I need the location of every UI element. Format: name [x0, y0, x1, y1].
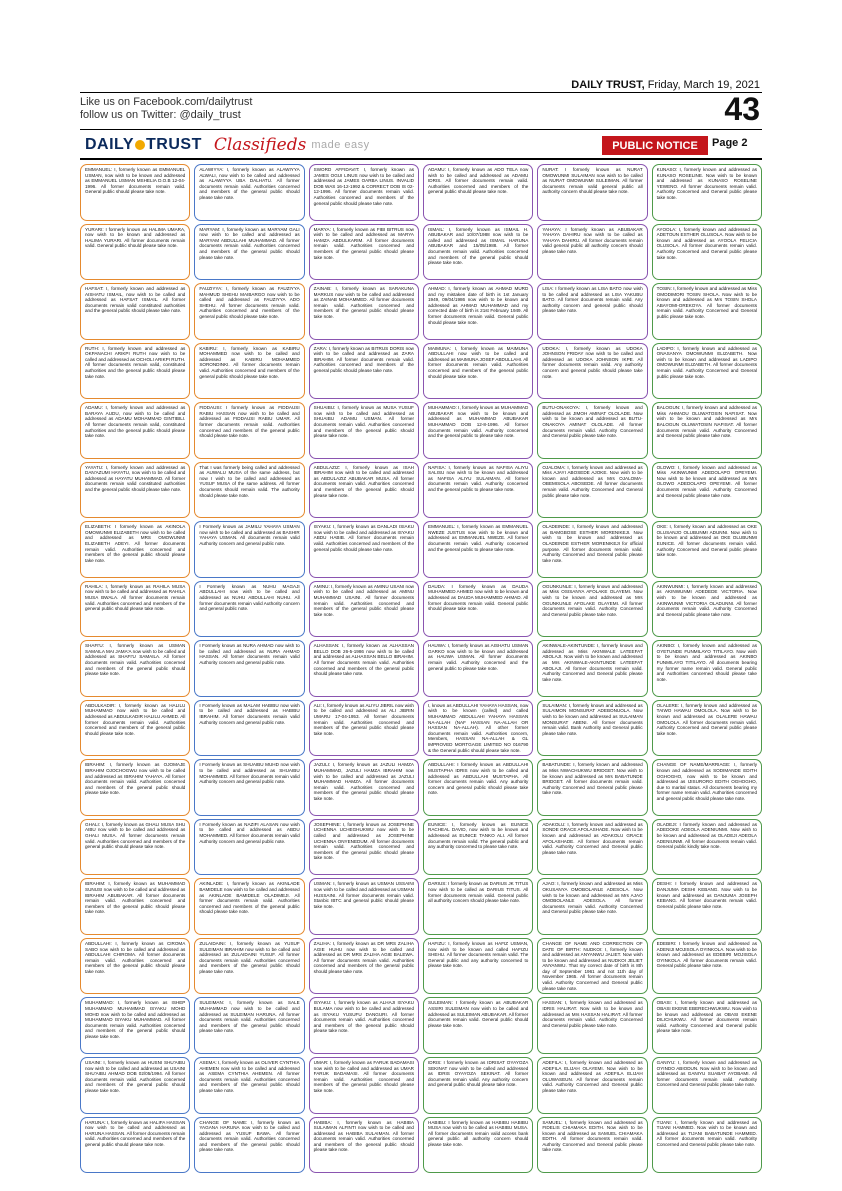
notice-box: BALOGUN: I, formerly known and addressed as Miss AHMADU OLUWATOSIN NAFISAT. Now wish to be known and addressed as Mrs BALOGUN OLUWATOSIN NAFISAT. All former documents remain valid. Authority Concerned and General public please take note. — [652, 402, 762, 459]
public-notice-banner: PUBLIC NOTICE — [602, 136, 708, 155]
notice-box: ALHASSAN: I, formerly known as ALHASSAN BELLO DOB 26-5-1986 now wish to be called and addressed as ALHASSAN BELLO IBRAHIM. All former documents remain valid. Authorities concerned and members of the general public should please take note. — [309, 640, 419, 697]
notice-box: NURAT: I formerly known as NURAT OMOWUNMI SULAIMAN now wish to be called as NURAT OMOWUNMI SULEIMAN. All former documents remain valid general public all authority concern should please take note. — [537, 164, 647, 221]
notice-box: ABDULLAHI: I, formerly known as CIROMA SABO now wish to be called and addressed as ABDULLAHI CHIROMA. All former documents remain valid. Authorities concerned and members of the general public should please take note. — [80, 938, 190, 995]
notice-box: IDRIS: I formerly known as IDRISAT OYAYOZA SEKINAT now wish to be called and addressed as IDRIS OYAYOZA SEKINAT. All former documents remain valid. Any authority concern and general public should please take note. — [423, 1057, 533, 1114]
notice-box: UDOKA: I, formerly known as UDOKA JOHNSON FRIDAY now wish to be called and addressed as UDOKA JOHNSON IKPE. All former documents remain valid. Any authority concern and general public should please take note. — [537, 343, 647, 400]
notice-box: JAZULI: I, formerly known as JAZULI HAMZA MUHAMMAD, JAZULI HAMZA IBRAHIM now wish to be called and addressed as JAZULI MUHAMMAD HAMZA. All former documents remain valid. Authorities concerned and members of the general public should please take note. — [309, 759, 419, 816]
notice-box: EUNICE: I, formerly known as EUNICE RACHEAL DAVID, now wish to be known and addressed as EUNICE TANKO ALI. All former documents remain valid. The general public and any authority concerned to please take note. — [423, 819, 533, 876]
notice-box: MAIMUNA: I, formerly known as MAIMUNA ABDULLAHI now wish to be called and addressed as MAIMUNA JOSEF ABDULLAHI. All former documents remain valid. Authorities concerned and members of the general public should please take note. — [423, 343, 533, 400]
notice-box: BUTU-ONAKOYA: I, formerly known and addressed as JIMOH AMINAT OLOLADE. Now wish to be known and addressed as BUTU-ONAKOYA AMINAT OLOLADE. All former documents remain valid. Authority Concerned and General public please take note. — [537, 402, 647, 459]
notice-box: I, known as ABDULLAHI YAHAYA HASSAN, now wish to be known (called) and called MUHAMMAD ABDULLAHI YAHAYA HASSAN NA-ALLAH (NAF HASSAN NA-ALLAH OR HASSAN NA-ALLAH). All other former documents remain valid. Authorities concern, Members, HASSAN NA-ALLAH & GL IMPROVED MORTGAGE LIMITED NO 016790 & the General public should please take note. — [423, 700, 533, 757]
notice-box: ADEFILA: I, formerly known and addressed as ADEFILA ELIJAH OLAYEMI. Now wish to be known and addressed as ADEFILA ELIJAH OLUWASEUN. All former documents remain valid. Authority Concerned and General public please take note. — [537, 1057, 647, 1114]
notice-box: ZULAIDAINI: I, formerly known as YUSUF SULEIMAN IBRAHIM now wish to be called and addressed as ZULAIDAINI YUSUF. All former documents remain valid. Authorities concerned and members of the general public should please take note. — [194, 938, 304, 995]
notice-box: USMAN: I, formerly known as USMAN USSAINI now wish to be called and addressed as USMAN HUSSAINI. All former documents remain valid. Stanbic IBTC and general public should please take note. — [309, 878, 419, 935]
notice-box: DESHI: I formerly known and addressed as DANJUMA DESHI KEBANG. Now wish to be known and addressed as DANJUMA JOSEPH KEBANG. All former documents remain valid. General public please take note. — [652, 878, 762, 935]
notice-box: DAUDA: I formerly known as DAUDA MUHAMMED AHMED now wish to be known and addressed as DAUDA MUHAMMED AHMAD. All former documents remain valid. General public should please take note. — [423, 581, 533, 638]
notice-box: SULEIMAN: I, formerly known as SALE MUHAMMAD now wish to be called and addressed as SULEIMAN HARUNA. All former documents remain valid. Authorities concerned and members of the general public should please take note. — [194, 997, 304, 1054]
notice-box: ABDULAZIZ: I, formerly known as ISAH IBRAHIM now wish to be called and addressed as ABDULAZIZ ABUBAKAR MUSA. All former documents remain valid. Authorities concerned and members of the general public should please take note. — [309, 462, 419, 519]
notice-box: AJAO: I, formerly known and addressed as Miss OKUSANYA OMOBOLANLE ADESOLA. Now wish to be known and addressed as Mrs AJAO OMOBOLANLE ADESOLA. All former documents remain valid. Authority Concerned and General public please take note. — [537, 878, 647, 935]
notice-box: I Formerly known as MALAM HABIBU now wish to be called and addressed as HABIBU IBRAHIM. All former documents remain valid Authority concern and general public note. — [194, 700, 304, 757]
notice-box: I Formerly known as NURA AHMAD now wish to be called and addressed as NURA AHMAD HASSAN. All former documents remain valid Authority concern and general public note. — [194, 640, 304, 697]
date-text: Friday, March 19, 2021 — [647, 79, 760, 91]
notice-box: GANIYU: I, formerly known and addressed as OYINDO ABIODUN. Now wish to be known and addressed as GANIYU SUABAT AYOBAMI. All former documents remain valid. Authority Concerned and General public please take note. — [652, 1057, 762, 1114]
notice-box: EMMANUEL: I, formerly known as EMMANUEL NWEZE JUSTUS now wish to be known and addressed as EMMANUEL NWEZE. All former documents remain valid. Authority concerned and the general public to please take note. — [423, 521, 533, 578]
notice-box: ABDULLAHI: I formerly known as ABDULLAHI MUSTAPHA IDRIS now wish to be called and addressed as ABDULLAHI MUSTAPHA. All former documents remain valid. Any authority concern and general public should please take note. — [423, 759, 533, 816]
notice-box: YURARI: I formerly known as HALIMA UMARA, now wish to be known and addressed as HALIMA YURARI. All former documents remain valid. General public should please take note. — [80, 224, 190, 281]
masthead — [85, 134, 370, 156]
notice-box: DARIUS: I formerly known as DARIUS JK TITUS now wish to be called as DARIUS TITUS. All former documents remain valid. General public all authority concern should please take note. — [423, 878, 533, 935]
notice-box: ADAMU: I, formerly known as ADO TELA now wish to be called and addressed as ADAMU IDRIS. All former documents remain valid. Authorities concerned and members of the general public should please take note. — [423, 164, 533, 221]
notice-box: HABIBA: I, formerly known as HABIBA SULAIMAN ALFINTI now wish to be called and addressed as HABIBA SULAIMAN. All former documents remain valid. Authorities concerned and members of the general public should please take note. — [309, 1117, 419, 1174]
notice-box: ALI: I, formerly known as ALIYU JIBRIL now wish to be called and addressed as ALI JIBRIN UMARU 17-04-1953. All former documents remain valid. Authorities concerned and members of the general public should please take note. — [309, 700, 419, 757]
notice-box: ADAMU: I, formerly known and addressed as BARAYA AUDU, now wish to be called and addressed as ADAMU MOHAMMAD GINTIBILI. All former documents remain valid, constituted authorities and the general public should please take note. — [80, 402, 190, 459]
notice-box: ISYAKU: I, formerly known as ALHAJI ISYAKU BULAMA now wish to be called and addressed as ISYAKU YUSUFU DANGURI. All former documents remain valid. Authorities concerned and members of the general public should please take note. — [309, 997, 419, 1054]
notice-box: AKINWALE-AKINTUNDE: I, formerly known and addressed as Miss AKINWALE LATEEFAT ABOLAJI. Now wish to be known and addressed as Mrs AKINWALE-AKINTUNDE LATEEFAT ABOLAJI. All former documents remain valid. Authority Concerned and General public please take note. — [537, 640, 647, 697]
notice-box: AYOOLA: I, formerly known and addressed as ADETOUN ESTHER OLUSOLA. Now wish to be known and addressed as AYOOLA FELICIA OLUSOLA. All former documents remain valid. Authority Concerned and General public please take note. — [652, 224, 762, 281]
notice-box: SHAFI'U: I, formerly known as USMAN SAMAILA MAI JAMA'A now wish to be called and addressed as SHAFI'U SAMAILA. All former documents remain valid. Authorities concerned and members of the general public should please take note. — [80, 640, 190, 697]
social-links — [80, 96, 252, 122]
notice-box: FAUZIYYA: I, formerly known as FAUZIYYA MAHMUD SHEHU MAIBARGO now wish to be called and addressed as FAUZIYYA ADO SHEHU. All former documents remain valid. Authorities concerned and members of the general public should please take note. — [194, 283, 304, 340]
notice-box: MUHAMMAD: I, formerly known as MUHAMMAD ABUBAKAR now wish to be known and addressed as MUHAMMAD ABUBAKAR MUHAMMAD DOB 12-8-1996. All former documents remain valid. Authority concerned and the general public to please take note. — [423, 402, 533, 459]
notice-box: ZAINAB: I, formerly known as SARAKUNA MARKUS now wish to be called and addressed as ZAINAB MOHAMMED. All former documents remain valid. Authorities concerned and members of the general public should please take note. — [309, 283, 419, 340]
notice-box: I Formerly known as NUHU MAGAJI ABDULLAHI now wish to be called and addressed as NUHU ABDULLAHI NUHU. All former documents remain valid Authority concern and general public note. — [194, 581, 304, 638]
notice-box: YAYATU: I, formerly known and addressed as DAN'AZUMI HAYATU, now wish to be called and addressed as HAYATU MUHAMMAD. All former documents remain valid constituted authorities and the general public should please take note. — [80, 462, 190, 519]
notice-box: JOSEPHINE: I, formerly known as JOSEPHINE UCHENNA UCHEGHUKWU now wish to be called and addressed as JOSEPHINE UCHENNA ONYENEDUM. All former documents remain valid. Authorities concerned and members of the general public should please take note. — [309, 819, 419, 876]
notice-box: LADIPO: I, formerly known and addressed as ONASANYA OMOWUNMI ELIZABETH. Now wish to be known and addressed as LADIPO OMOWUNMI ELIZABETH. All former documents remain valid. Authority Concerned and General public please take note. — [652, 343, 762, 400]
notice-column-3 — [309, 164, 419, 1173]
notice-box: OLADEINDE: I, formerly known and addressed as BAMGBOSE ESTHER MORENIKEJI. Now wish to be known and addressed as OLADEINDE ESTHER MORENIKEJI for official purpose. All former documents remain valid. Authority Concerned and General public please take note. — [537, 521, 647, 578]
page-number: 43 — [724, 91, 760, 127]
twitter-line[interactable]: follow us on Twitter: @daily_trust — [80, 109, 241, 121]
notice-box: MUHAMMAD: I, formerly known as ISHEP MUHAMMAD MUHAMMAD ISYAKU MOHD MOHD now wish to be called and addressed as MUHAMMAD ISYAKU MUHAMMAD. All former documents remain valid. Authorities concerned and members of the general public should please take note. — [80, 997, 190, 1054]
notice-box: ISMAIL: I, formerly known as ISMAIL H. ABUBAKAR and 10/07/1988 now wish to be called and addressed as ISMAIL HARUNA ABUBAKAR and 15/05/1988. All former documents remain valid. Authorities concerned and members of the general public should please take note. — [423, 224, 533, 281]
notice-box: I Formerly known as SHUAIBU MUHD now wish to be called and addressed as SHUAIBU MOHAMMED. All former documents remain valid Authority concern and general public note. — [194, 759, 304, 816]
notice-box: AKINWUNMI: I, formerly known and addressed as AKINWUNMI ADEDEDE VICTORIA. Now wish to be known and addressed as AKINWUNMI VICTORIA OLADUNNI. All former documents remain valid. Authority Concerned and General public please take note. — [652, 581, 762, 638]
issue-date — [571, 79, 760, 91]
notice-box: LISA: I formerly known as LISA BATO now wish to be called and addressed as LISA YAKUBU BATO. All former documents remain valid. Any authority concern and general public should please take note. — [537, 283, 647, 340]
notice-box: HARUNA: I, formerly known as HALIFA HASSAN now wish to be called and addressed as HARUNA HASSAN. All former documents remain valid. Authorities concerned and members of the general public should please take note. — [80, 1117, 190, 1174]
facebook-line[interactable]: Like us on Facebook.com/dailytrust — [80, 96, 253, 108]
notice-box: BABATUNDE: I, formerly known and addressed as Miss NWACHUKWU BRIDGET. Now wish to be known and addressed as Mrs BABATUNDE BRIDGET. All former documents remain valid. Authority Concerned and General public please take note. — [537, 759, 647, 816]
notice-box: OLOWO: I, formerly known and addressed as Miss AKINWUNMI ADEDOLAPO OPEYEMI. Now wish to be known and addressed as Mrs OLOWO ADEDOLAPO OPEYEMI. All former documents remain valid. Authority Concerned and General public please take note. — [652, 462, 762, 519]
notice-box: AKINBO: I, formerly known and addressed as OYETUNDE FUNMILAYO TITILAYO. Now wish to be known and addressed as AKINBO FUNMILAYO TITILAYO. All documents bearing my former name remain valid. General public and Authorities concerned should please take note. — [652, 640, 762, 697]
notice-box: NAFISA: I, formerly known as NAFISA ALIYU SALISU now wish to be known and addressed as NAFISA ALIYU SULAIMAN. All former documents remain valid. Authority concerned and the general public to please take note. — [423, 462, 533, 519]
notice-box: HABIBU: I formerly known as HABIBU HABIBU MUSA now wish to be called as HABIBU MUSA. All former documents remain valid access bank general public all authority concern should please take note. — [423, 1117, 533, 1174]
notice-column-5 — [537, 164, 647, 1173]
notice-box: HASSAN: I, formerly known and addressed as IDRIS HALIRAT. Now wish to be known and addressed as Mrs HASSAN HALIRAT. All former documents remain valid. Authority Concerned and General public please take note. — [537, 997, 647, 1054]
notice-box: EDEBIRI: I formerly known and addressed as ADENIJI MOJISOLA OYINKOLA. Now wish to be known and addressed as EDEBIRI MOJISOLA OYINKOLA. All former documents remain valid. General public please take note. — [652, 938, 762, 995]
notice-box: GHALI: I, formerly known as GHALI MUSA SHU AIBU now wish to be called and addressed as GHALI MUSA. All former documents remain valid. Authorities concerned and members of the general public should please take note. — [80, 819, 190, 876]
daily-trust-logo — [85, 136, 202, 154]
notice-box: OLALERE: I, formerly known and addressed as TAIWO HAWAU OMOLOLA. Now wish to be known and addressed as OLALERE HAWAU OMOLOLA. All former documents remain valid. Authority Concerned and General public please take note. — [652, 700, 762, 757]
notice-box: ABDULKADIR: I, formerly known as HALILU MUHAMMAD now wish to be called and addressed as ABDULKADIR HALILU AHMED. All former documents remain valid. Authorities concerned and members of the general public should please take note. — [80, 700, 190, 757]
notice-box: TOSIN: I, formerly known and addressed as Miss OMODIMORI TOSIN SHOLA. Now wish to be known and addressed as Mrs TOSIN SHOLA ABAYOMI-OREKOYA. All former documents remain valid. Authority Concerned and General public please take note. — [652, 283, 762, 340]
notice-box: AMINU: I, formerly known as AMINU USANI now wish to be called and addressed as AMINU MUHAMMAD USAINI. All former documents remain valid. Authorities concerned and members of the general public should please take note. — [309, 581, 419, 638]
notice-box: ZARA: I, formerly known as BITRUS DORIS now wish to be called and addressed as ZARA IBRAHIM. All former documents remain valid. Authorities concerned and members of the general public should please take note. — [309, 343, 419, 400]
notice-box: CHANGE OF NAME AND CORRECTION OF DATE OF BIRTH: NUDKOI: I, formerly known and addressed as ANYANWU JALIET. Now wish to be known and addressed as NUDKOI JELIET ANYANWU. That my correct date of birth is 8th day of September 1961 and not 11th day of November 1965. All former documents remain valid. Authority Concerned and General public please take note. — [537, 938, 647, 995]
mid-rule — [80, 129, 762, 130]
section-page-label: Page 2 — [712, 137, 748, 149]
notice-column-6 — [652, 164, 762, 1173]
notice-box: HAUWA: I, formerly known as AISHATU USMAN GARKO now wish to be known and addressed as HAUWA USMAN. All former documents remain valid. Authority concerned and the general public to please take note. — [423, 640, 533, 697]
notice-box: EMMANUEL: I, formerly known as EMMANUEL USMAN, now wish to be known and addressed as EMMANUEL USMAN MSHELIA D.O.B 12-04-1996. All former documents remain valid. General public should please take note. — [80, 164, 190, 221]
notice-box: OGUNKUNLE: I, formerly known and addressed as Miss OSISANYA AFOLAKE OLAYEMI. Now wish to be known and addressed as Mrs OGUNKUNLE AFOLAKE OLAYEMI. All former documents remain valid. Authority Concerned and General public please take note. — [537, 581, 647, 638]
notice-box: CHANGE OF NAME: I, formerly known as YAGANA HARUNA now wish to be called and addressed as YUSUF BAWA. All former documents remain valid. Authorities concerned and members of the general public should please take note. — [194, 1117, 304, 1174]
notice-box: USAINI: I, formerly known as HUSNI SHU'AIBU now wish to be called and addressed as USAINI SHU'AIBU AHMAD DOB 02/05/1994. All former documents remain valid. Authorities concerned and members of the general public should please take note. — [80, 1057, 190, 1114]
notice-box: IBRAHIM: I, formerly known as MUHAMMAD SUNUSI now wish to be called and addressed as IBRAHIM ABUBAKAR. All former documents remain valid. Authorities concerned and members of the general public should please take note. — [80, 878, 190, 935]
notice-box: SAMUEL: I, formerly known and addressed as FIDELIS CHIAMAKA EDITH. Now wish to be known and addressed as SAMUEL CHIAMAKA EDITH. All former documents remain valid. Authority Concerned and General public please take note. — [537, 1117, 647, 1174]
notice-box: SHUAIBU: I, formerly known as MUSA YUSUF now wish to be called and addressed as SHUAIBU ADAMU USMAN. All former documents remain valid. Authorities concerned and members of the general public should please take note. — [309, 402, 419, 459]
notice-box: ADAKOLU: I, formerly known and addressed as SONDE GRACE AFOLASHADE. Now wish to be known and addressed as ADAKOLU GRACE AFOLASHADE. All former documents remain valid. Authority Concerned and General public please take note. — [537, 819, 647, 876]
notice-column-1 — [80, 164, 190, 1173]
notice-box: ZALIHA: I, formerly known as DR MRS ZALIHA AGIE HUHU now wish to be called and addressed as DR MRS ZALIHA AGIE BALEWA. All former documents remain valid. Authorities concerned and members of the general public should please take note. — [309, 938, 419, 995]
notice-box: SWORD AFFIDAVIT: I, formerly known as JAMES OGUI LINUS now wish to be called and addressed as JAMES OARBA LINUS. INVALID DOB WAS 16-12-1992 & CORRECT DOB IS 02-12-1996. All former documents remain valid. Authorities concerned and members of the general public should please take note. — [309, 164, 419, 221]
publication-name: DAILY TRUST, — [571, 79, 645, 91]
notice-box: AHMAD: I, formerly known as AHMAD MURD and my mistaken date of birth is 1st January 1949, 09/04/1986 now wish to be known and addressed as AHMAD MUHAMMAD and my corrected date of birth is 21st February 1949. All former documents remain valid. General public should please take note. — [423, 283, 533, 340]
notice-box: ALAWIYYA: I, formerly known as ALAWIYYA ALWALI, now wish to be called and addressed as ALAWIYYA UBA DALHATU. All former documents remain valid. Authorities concerned and members of the general public should please take note. — [194, 164, 304, 221]
notice-box: HAFIZU: I, formerly known as HAFIZ USMAN, now wish to be known and called HAFIZU SHEHU. All former documents remain valid. The General public and any authority concerned to please take note. — [423, 938, 533, 995]
notice-box: MARYAM: I, formerly known as MARYAM GALI now wish to be called and addressed as MARYAM ABDULLAHI MUHAMMAD. All former documents remain valid. Authorities concerned and members of the general public should please take note. — [194, 224, 304, 281]
notice-box: RUTH: I, formerly known and addressed as OKPANACHI ARIKPI RUTH now wish to be called and addressed as OCHOLI ARIKPI RUTH. All former documents remain valid, constituted authorities and the general public should please take note. — [80, 343, 190, 400]
notice-box: FIDDAUSI: I formerly known as FIDDAUSI RABIU HASSAN now wish to be called and addressed as FIDDAUSI RABIU UMAR. All former documents remain valid. Authorities concerned and members of the general public should please take note. — [194, 402, 304, 459]
notice-box: ELIZABETH: I formerly known as AKINOLA OMOWUNMI ELIZABETH now wish to be called and addressed as MRS OMOWUNMI ELIZABETH ADEYI. All former documents remain valid. Authorities concerned and members of the general public should please take note. — [80, 521, 190, 578]
top-rule — [80, 92, 762, 93]
notice-box: AKINLADE: I, formerly known as AKINLADE BAMIDELE now wish to be called and addressed as AKINLADE BAMIDELE OLADIMEJI. All former documents remain valid. Authorities concerned and members of the general public should please take note. — [194, 878, 304, 935]
notice-box: OLADEJI: I formerly known and addressed as ADEDOKE ADEOLA ADENIUNMI. Now wish to be known and addressed as OLADEJI ADEOLA ADENIUNMI. All former documents remain valid. General public kindly take note. — [652, 819, 762, 876]
notice-box: CHANGE OF NAME/MARRIAGE: I, formerly known and addressed as SODIMANDE EDITH OGHOGHO, now wish to be known and addressed as IJISURORO EDITH OGHOGHO, due to marital status. All documents bearing my former name remain valid. Authorities concerned and general public should please take note. — [652, 759, 762, 816]
notice-box: MARYA: I, formerly known as FIBI BITRUS now wish to be called and addressed as MARYA HAMZA ABDULKARIM. All former documents remain valid. Authorities concerned and members of the general public should please take note. — [309, 224, 419, 281]
notice-box: UMAR: I, formerly known as FARUK BADAMASI now wish to be called and addressed as UMAR FARUK BADAMASI. All former documents remain valid. Authorities concerned and members of the general public should please take note. — [309, 1057, 419, 1114]
notice-box: I Formerly known as JAMILU YAHAYA USMAN now wish to be called and addressed as BASHIR YAHAYA USMAN. All documents remain valid Authority concern and general public note. — [194, 521, 304, 578]
notices-grid — [80, 164, 762, 1173]
masthead-rule — [80, 158, 762, 160]
notice-box: KUNASO: I, formerly known and addressed as KUNASO ROSELINE. Now wish to be known and addressed as KUNASO ROSELINE YEWENO. All former documents remain valid. Authority Concerned and General public please take note. — [652, 164, 762, 221]
notice-box: ASEMA: I, formerly known as OLIVER CYNTHIA AHEMEN now wish to be called and addressed as ASEMA CYNTHIA AHEMEN. All former documents remain valid. Authorities concerned and members of the general public should please take note. — [194, 1057, 304, 1114]
notice-box: YAHAYA: I formerly known as ABUBAKAR YAHAYA DAHIRU now wish to be called as YAHAYA DAHIRU. All former documents remain valid general public all authority concern should please take note. — [537, 224, 647, 281]
notice-box: That I was formerly being called and addressed as AUWALU MUSA of the same address, but now I wish to be called and addressed as YUSUF MUSA of the same address. All former documents should remain valid. The authority should please take note. — [194, 462, 304, 519]
notice-box: RAHILA: I, formerly known as RAHILA MUSA now wish to be called and addressed as RAHILA MUSA BWALA. All former documents remain valid. Authorities concerned and members of the general public should please take note. — [80, 581, 190, 638]
section-title: Classifieds — [213, 135, 307, 155]
logo-right: TRUST — [146, 136, 202, 153]
notice-column-4 — [423, 164, 533, 1173]
notice-box: OJALOMA: I, formerly known and addressed as Miss AJAYI ABOSEDE AJOKE. Now wish to be known and addressed as Mrs OJALOMA-OBEMISOLA ABOSEDE. All former documents remain valid. Authority Concerned and General public please take note. — [537, 462, 647, 519]
notice-box: I Formerly known as NAZIFI ALASAN now wish to be called and addressed as ABDU MOHAMMED. All former documents remain valid Authority concern and general public note. — [194, 819, 304, 876]
notice-box: ISYAKU: I, formerly known as DANLADI ISIAKU now wish to be called and addressed as ISYAKU ABDU HABIB. All former documents remain valid. Authorities concerned and members of the general public should please take note. — [309, 521, 419, 578]
notice-box: SULAIMAN: I, formerly known and addressed as SULAIMON MONSURAT ADEBONUOLA. Now wish to be known and addressed as SULAIMAN MONSURAT ABENI. All former documents remain valid. Bank Authority and General public please take note. — [537, 700, 647, 757]
notice-box: TIJANI: I, formerly known and addressed as TIJANI HAMMED. Now wish to be known and addressed as TIJANI BABATUNDE HAMMED. All former documents remain valid. Authority Concerned and General public please take note. — [652, 1117, 762, 1174]
logo-left: DAILY — [85, 136, 135, 153]
sun-icon — [135, 140, 145, 150]
notice-box: IBRAHIM: I, formerly known as OJOMAJE IBRAHIM OJOCHOGWU now wish to be called and addressed as IBRAHIM YAHAYA. All former documents remain valid. Authorities concerned and members of the general public should please take note. — [80, 759, 190, 816]
notice-box: OBASI: I, formerly known and addressed as OBASI EKENE EBERECHWUKWU. Now wish to be known and addressed as OBASI EKENE DILICHUKWU. All former documents remain valid. Authority Concerned and General public please take note. — [652, 997, 762, 1054]
section-tagline: made easy — [311, 139, 370, 151]
notice-box: KABIRU: I, formerly known as KABIRU MOHAMMED now wish to be called and addressed as KABIRU MOHAMMED SORONDINKI. All former documents remain valid. Authorities concerned and members of the general public should please take note. — [194, 343, 304, 400]
notice-box: SULEIMAN: I formerly known as ABUBAKAR ASSIRI SULEIMAN now wish to be called and addressed as SULEIMAN ABUBAKAR. All former documents remain valid. General public should please take note. — [423, 997, 533, 1054]
notice-box: HAFSAT: I, formerly known and addressed as AISHATU ISMAIL, now wish to be called and addressed as HAFSAT ISMAIL. All former documents remain valid constituted authorities and the general public should please take note. — [80, 283, 190, 340]
notice-column-2 — [194, 164, 304, 1173]
notice-box: OKE: I, formerly known and addressed as OKE OLUSANJO OLUBUNMI ADUNNI. Now wish to be known and addressed as OKE OLUBUNMI EUNICE. All former documents remain valid. Authority Concerned and General public please take note. — [652, 521, 762, 578]
